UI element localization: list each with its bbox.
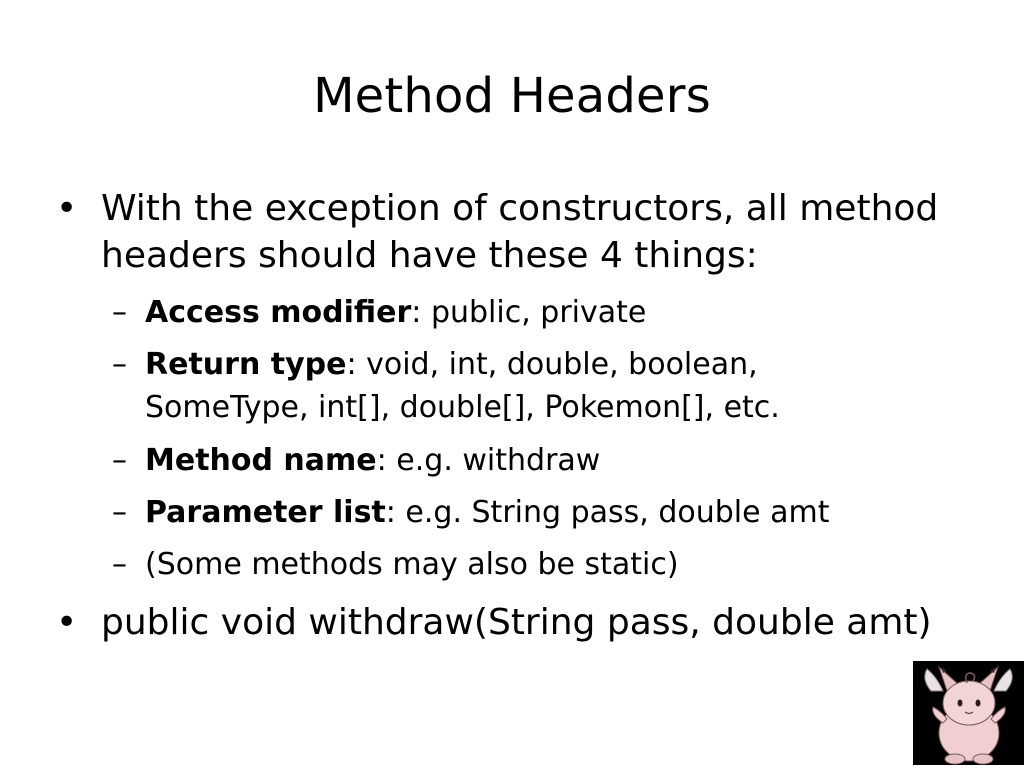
sub-bullet-term: Access modifier bbox=[145, 295, 412, 330]
bullet-dot: • bbox=[56, 602, 78, 643]
sub-bullet-term: Method name bbox=[145, 443, 377, 478]
sub-bullet-dash: – bbox=[112, 295, 127, 330]
sub-bullet-dash: – bbox=[112, 495, 127, 530]
sub-bullet-dash: – bbox=[112, 443, 127, 478]
sub-bullet-text bbox=[145, 439, 985, 482]
bullet-text: public void withdraw(String pass, double amt) bbox=[101, 602, 932, 643]
bullet-item bbox=[56, 185, 996, 281]
clefable-pokemon-icon bbox=[913, 661, 1024, 765]
bullet-dot: • bbox=[56, 188, 78, 229]
sub-bullet-text bbox=[145, 291, 985, 334]
sub-bullet-detail-line2: SomeType, int[], double[], Pokemon[], etc. bbox=[145, 390, 780, 425]
bullet-text-line: With the exception of constructors, all method bbox=[101, 188, 939, 229]
bullet-text bbox=[101, 185, 981, 279]
sub-bullet-detail: : public, private bbox=[411, 295, 647, 330]
sub-bullet-term: Return type bbox=[145, 347, 347, 382]
sub-bullet-detail: : void, int, double, boolean, bbox=[346, 347, 758, 382]
bullet-text-line: headers should have these 4 things: bbox=[101, 235, 758, 276]
sub-bullet-dash: – bbox=[112, 347, 127, 382]
sub-bullet-text bbox=[145, 343, 985, 429]
sub-bullet-term: Parameter list bbox=[145, 495, 386, 530]
slide-title: Method Headers bbox=[313, 68, 711, 124]
sub-bullet-detail: : e.g. String pass, double amt bbox=[385, 495, 830, 530]
sub-bullet-text: (Some methods may also be static) bbox=[145, 547, 679, 582]
bullet-item bbox=[56, 599, 996, 647]
sub-bullet-detail: : e.g. withdraw bbox=[376, 443, 601, 478]
sub-bullet-text bbox=[145, 491, 985, 534]
sub-bullet-dash: – bbox=[112, 547, 127, 582]
